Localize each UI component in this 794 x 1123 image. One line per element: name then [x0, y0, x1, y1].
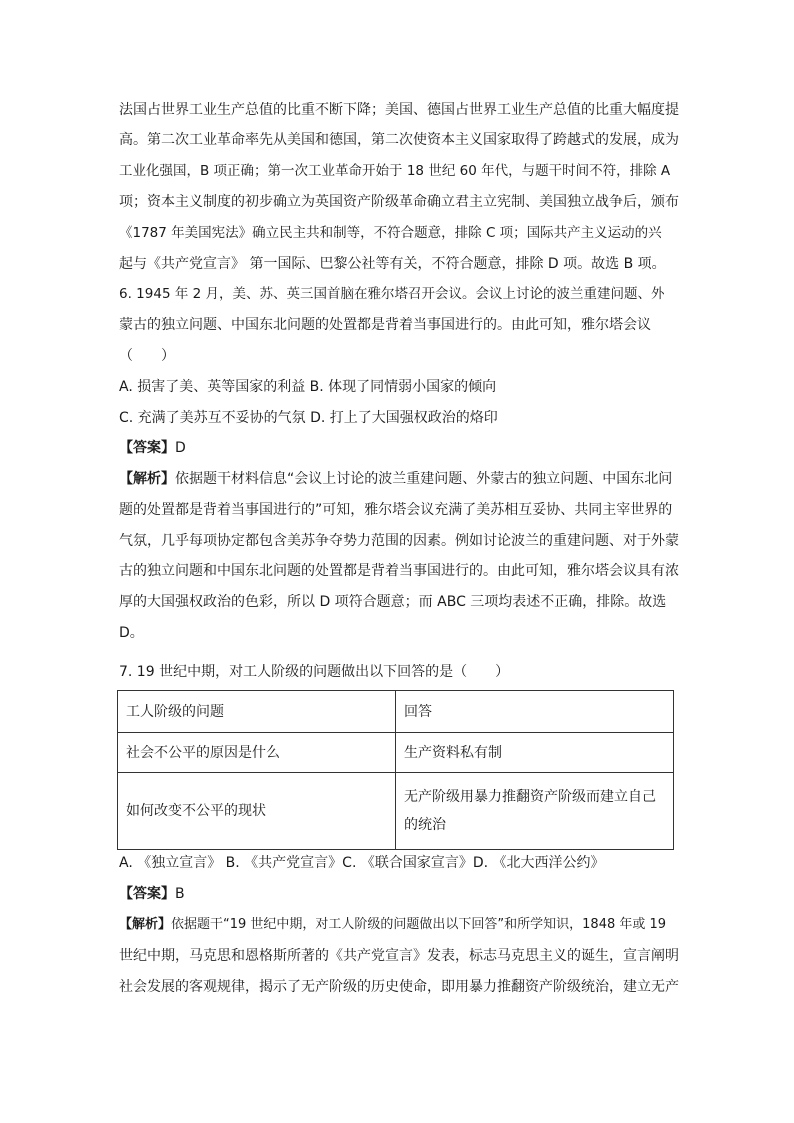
question-6-analysis: 厚的大国强权政治的色彩，所以 D 项符合题意；而 ABC 三项均表述不正确，排除。故选 [119, 594, 667, 610]
text-line: 工业化强国，B 项正确；第一次工业革命开始于 18 世纪 60 年代，与题干时间不符，排除 A [119, 163, 671, 179]
question-6-analysis: D。 [119, 625, 144, 641]
question-7-analysis [119, 915, 679, 935]
question-6-analysis: 古的独立问题和中国东北问题的处置都是背着当事国进行的。由此可知，雅尔塔会议具有浓 [119, 563, 679, 579]
table-cell: 社会不公平的原因是什么 [118, 733, 396, 773]
question-6-stem: （ ） [119, 348, 175, 364]
answer-label: 【答案】 [119, 886, 175, 902]
table-cell-line: 无产阶级用暴力推翻资产阶级而建立自己 [404, 789, 656, 805]
question-6-analysis: 气氛，几乎每项协定都包含美苏争夺势力范围的因素。例如讨论波兰的重建问题、对于外蒙 [119, 533, 679, 549]
text-line: 高。第二次工业革命率先从美国和德国，第二次使资本主义国家取得了跨越式的发展，成为 [119, 132, 679, 148]
table-row [118, 733, 674, 773]
text-line: 项；资本主义制度的初步确立为英国资产阶级革命确立君主立宪制、美国独立战争后，颁布 [119, 194, 679, 210]
table-header-cell: 回答 [396, 691, 674, 733]
question-6-stem: 6. 1945 年 2 月，美、苏、英三国首脑在雅尔塔召开会议。会议上讨论的波兰重建问题、外 [119, 286, 665, 302]
question-6-analysis: 题的处置都是背着当事国进行的”可知，雅尔塔会议充满了美苏相互妥协、共同主宰世界的 [119, 502, 673, 518]
answer-label: 【答案】 [119, 440, 175, 456]
analysis-label: 【解析】 [119, 917, 172, 932]
question-7-analysis: 社会发展的客观规律，揭示了无产阶级的历史使命，即用暴力推翻资产阶级统治，建立无产 [119, 979, 679, 995]
table-row [118, 773, 674, 850]
text-line: 《1787 年美国宪法》确立民主共和制等，不符合题意，排除 C 项；国际共产主义运动的兴 [119, 225, 662, 241]
answer-value: B [175, 886, 185, 902]
table-header-row [118, 691, 674, 733]
analysis-label: 【解析】 [119, 471, 175, 487]
analysis-text: 依据题干材料信息“会议上讨论的波兰重建问题、外蒙古的独立问题、中国东北问 [175, 471, 673, 487]
table-cell-line: 的统治 [404, 817, 446, 833]
text-line: 起与《共产党宣言》 第一国际、巴黎公社等有关，不符合题意，排除 D 项。故选 B 项。 [119, 256, 666, 272]
question-6-option-line: A. 损害了美、英等国家的利益 B. 体现了同情弱小国家的倾向 [119, 379, 497, 395]
question-7-answer [119, 884, 679, 904]
question-6-analysis [119, 469, 679, 489]
question-6-option-line: C. 充满了美苏互不妥协的气氛 D. 打上了大国强权政治的烙印 [119, 410, 498, 426]
question-6-stem: 蒙古的独立问题、中国东北问题的处置都是背着当事国进行的。由此可知，雅尔塔会议 [119, 317, 651, 333]
table-header-cell: 工人阶级的问题 [118, 691, 396, 733]
analysis-text: 依据题干“19 世纪中期，对工人阶级的问题做出以下回答”和所学知识，1848 年或 19 [171, 917, 667, 932]
question-6-answer [119, 438, 679, 458]
question-7-analysis: 世纪中期，马克思和恩格斯所著的《共产党宣言》发表，标志马克思主义的诞生，宣言阐明 [119, 948, 679, 964]
table-cell [396, 773, 674, 850]
question-7-options: A. 《独立宣言》 B. 《共产党宣言》C. 《联合国家宣言》D. 《北大西洋公约》 [119, 855, 605, 871]
table-cell: 生产资料私有制 [396, 733, 674, 773]
table-cell: 如何改变不公平的现状 [118, 773, 396, 850]
question-7-table [117, 690, 674, 850]
text-line: 法国占世界工业生产总值的比重不断下降；美国、德国占世界工业生产总值的比重大幅度提 [119, 102, 679, 118]
answer-value: D [175, 440, 186, 456]
question-7-stem: 7. 19 世纪中期，对工人阶级的问题做出以下回答的是（ ） [119, 664, 510, 680]
